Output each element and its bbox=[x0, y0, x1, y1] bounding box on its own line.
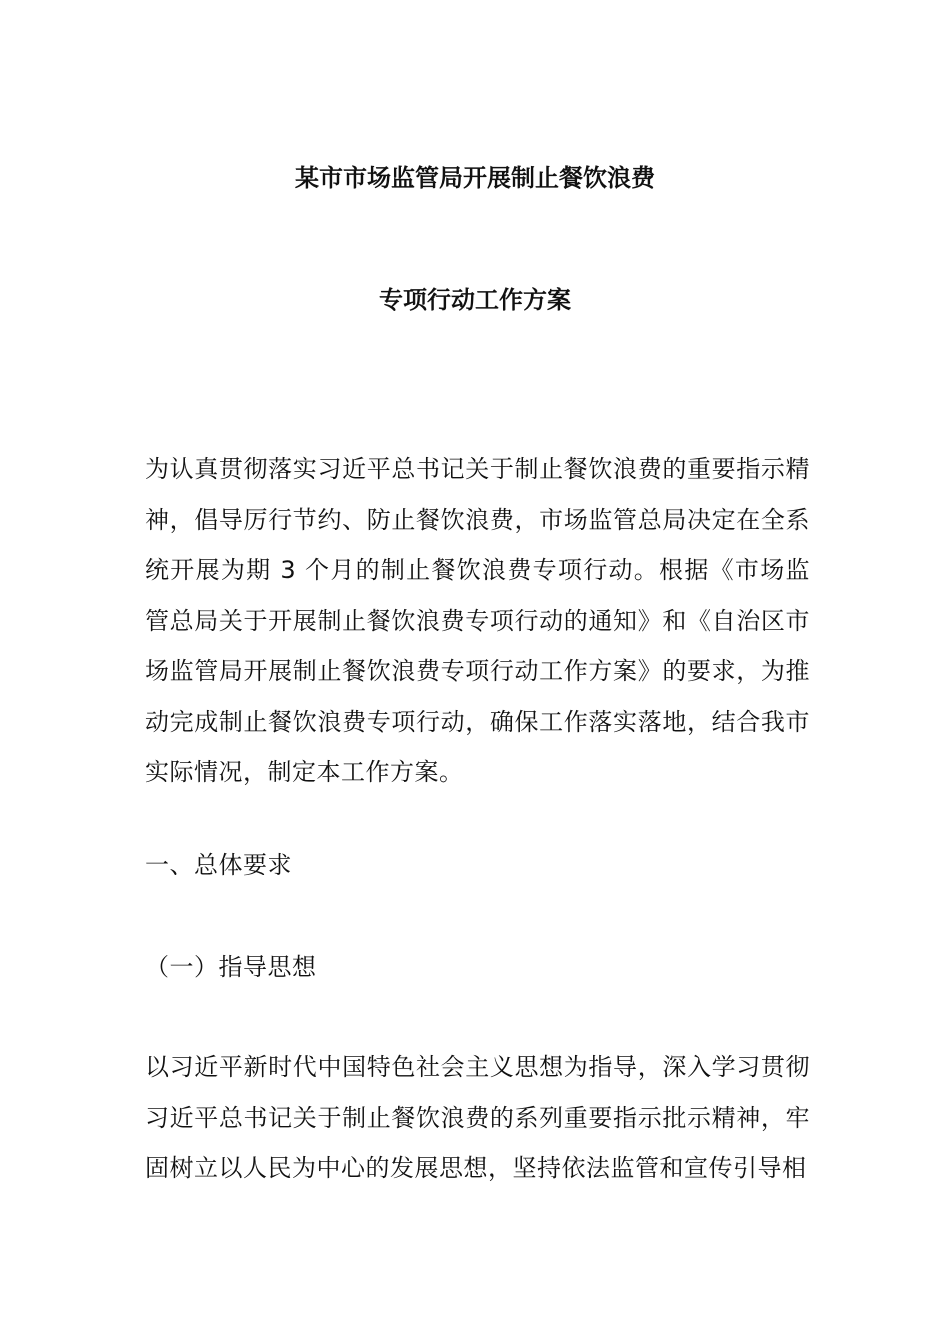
document-title-line-2: 专项行动工作方案 bbox=[379, 286, 571, 314]
guiding-ideology-paragraph: 以习近平新时代中国特色社会主义思想为指导，深入学习贯彻习近平总书记关于制止餐饮浪费的系列重要指示批示精神，牢固树立以人民为中心的发展思想，坚持依法监管和宣传引导相 bbox=[145, 1053, 810, 1182]
section-heading-general-requirements: 一、总体要求 bbox=[145, 851, 292, 879]
document-title-line-1: 某市市场监管局开展制止餐饮浪费 bbox=[295, 164, 655, 192]
intro-paragraph: 为认真贯彻落实习近平总书记关于制止餐饮浪费的重要指示精神，倡导厉行节约、防止餐饮浪费，市场监管总局决定在全系统开展为期 3 个月的制止餐饮浪费专项行动。根据《市场监管总局关于开展制止餐饮浪费专项行动的通知》和《自治区市场监管局开展制止餐饮浪费专项行动工作方案》的要求，为推动完成制止餐饮浪费专项行动，确保工作落实落地，结合我市实际情况，制定本工作方案。 bbox=[145, 455, 810, 786]
subsection-heading-guiding-ideology: （一）指导思想 bbox=[145, 953, 317, 981]
